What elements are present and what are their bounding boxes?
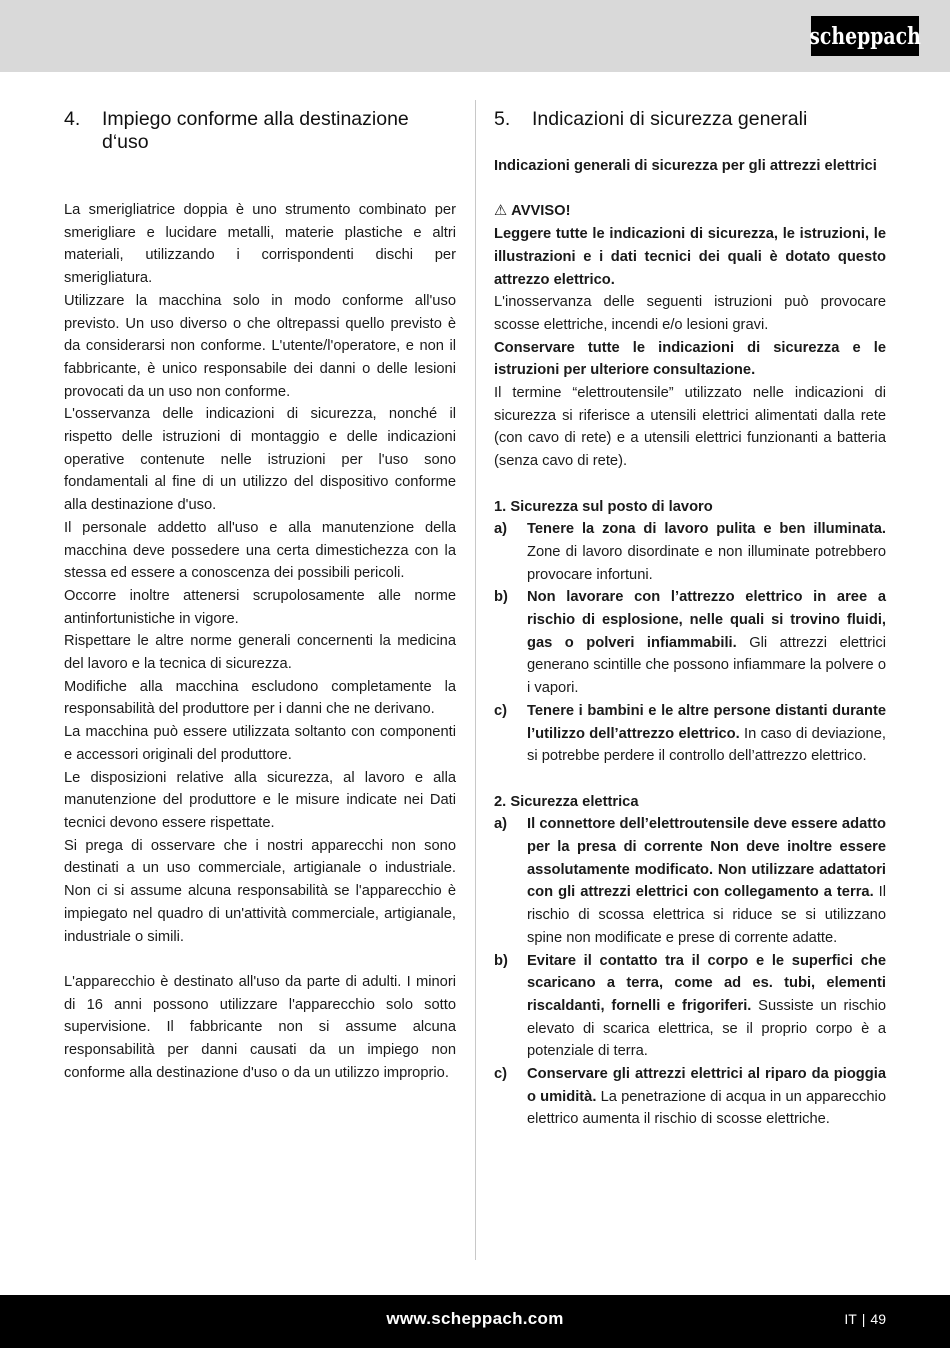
closing-paragraph: L'apparecchio è destinato all'uso da parte di adulti. I minori di 16 anni possono utilizzare l'apparecchio solo sotto supervisione. Il fabbricante non si assume alcuna responsabilità per danni causati da un impiego non conforme alla destinazione d'uso o da un utilizzo improprio. (64, 973, 456, 1081)
section-title: Impiego conforme alla destinazione d‘uso (102, 108, 409, 153)
paragraph: Modifiche alla macchina escludono completamente la responsabilità del produttore per i danni che ne derivano. (64, 678, 456, 718)
section-number: 4. (64, 108, 81, 130)
warning-label: AVVISO! (511, 203, 571, 220)
term-definition: Il termine “elettroutensile” utilizzato nelle indicazioni di sicurezza si riferisce a utensili elettrici alimentati dalla rete (con cavo di rete) e a utensili elettrici funzionanti a batteria (senza cavo di rete). (494, 385, 886, 470)
item-letter: b) (494, 952, 508, 969)
item-text: Sussiste un rischio elevato di scarica elettrica, se il proprio corpo è a potenziale di terra. (527, 997, 886, 1060)
item-text: Zone di lavoro disordinate e non illuminate potrebbero provocare infortuni. (527, 543, 886, 583)
list-item (494, 586, 886, 700)
list-item (494, 813, 886, 949)
item-letter: a) (494, 816, 508, 833)
list-item (494, 700, 886, 768)
item-bold: Conservare gli attrezzi elettrici al riparo da pioggia o umidità. (527, 1066, 886, 1105)
warning-bold: Leggere tutte le indicazioni di sicurezza, le istruzioni, le illustrazioni e i dati tecnici dei quali è dotato questo attrezzo elettrico. (494, 226, 886, 288)
paragraph: Utilizzare la macchina solo in modo conforme all'uso previsto. Un uso diverso o che oltrepassi quello previsto è da considerarsi non conforme. L'utente/l'operatore, e non il fabbricante, è unico responsabile dei danni o delle lesioni provocati da un uso non conforme. (64, 292, 456, 400)
item-bold: Il connettore dell’elettroutensile deve essere adatto per la presa di corrente Non deve inoltre essere assolutamente modificato. Non utilizzare adattatori con gli attrezzi elettrici con collegamento a terra. (527, 816, 886, 901)
right-column (494, 108, 886, 1131)
item-bold: Tenere la zona di lavoro pulita e ben illuminata. (527, 521, 886, 538)
paragraph: L'osservanza delle indicazioni di sicurezza, nonché il rispetto delle istruzioni di montaggio e delle indicazioni operative contenute nelle istruzioni per l'uso sono fondamentali al fine di un utilizzo del dispositivo conforme alla destinazione d'uso. (64, 406, 456, 514)
subsection-heading: 1. Sicurezza sul posto di lavoro (494, 498, 713, 515)
header-bar (0, 0, 950, 72)
list-item (494, 950, 886, 1064)
website-link[interactable]: www.scheppach.com (386, 1309, 564, 1328)
paragraph: Le disposizioni relative alla sicurezza, al lavoro e alla manutenzione del produttore e le misure indicate nei Dati tecnici devono essere rispettate. (64, 769, 456, 831)
item-bold: Evitare il contatto tra il corpo e le superfici che scaricano a terra, come ad es. tubi, elementi riscaldanti, fornelli e frigoriferi. (527, 952, 886, 1014)
item-text: La penetrazione di acqua in un apparecchio elettrico aumenta il rischio di scosse elettriche. (527, 1088, 886, 1128)
subtitle: Indicazioni generali di sicurezza per gli attrezzi elettrici (494, 158, 877, 174)
logo-text: scheppach (809, 22, 921, 50)
paragraph: Rispettare le altre norme generali concernenti la medicina del lavoro e la tecnica di sicurezza. (64, 633, 456, 673)
left-column (64, 108, 456, 1084)
page-indicator: IT | 49 (844, 1311, 886, 1327)
item-bold: Tenere i bambini e le altre persone distanti durante l’utilizzo dell’attrezzo elettrico. (527, 702, 886, 742)
paragraph: Occorre inoltre attenersi scrupolosamente alle norme antinfortunistiche in vigore. (64, 587, 456, 627)
item-letter: c) (494, 702, 508, 719)
list-item (494, 1063, 886, 1131)
item-text: Il rischio di scossa elettrica si riduce se si utilizzano spine non modificate e prese di corrente adatte. (527, 884, 886, 946)
section-4-heading (64, 108, 456, 154)
warning-text: L'inosservanza delle seguenti istruzioni può provocare scosse elettriche, incendi e/o lesioni gravi. (494, 294, 886, 333)
brand-logo (811, 16, 919, 56)
page-number: 49 (870, 1311, 886, 1327)
item-letter: b) (494, 589, 508, 606)
warning-label-line (494, 200, 886, 223)
subsection-heading: 2. Sicurezza elettrica (494, 793, 639, 810)
item-letter: c) (494, 1066, 508, 1083)
footer-bar (0, 1295, 950, 1348)
paragraph: Si prega di osservare che i nostri apparecchi non sono destinati a un uso commerciale, artigianale o industriale. Non ci si assume alcuna responsabilità se l'apparecchio è impiegato nel quadro di un'attività commerciale, artigianale, industriale o simili. (64, 837, 456, 945)
section-number: 5. (494, 108, 511, 130)
item-bold: Non lavorare con l’attrezzo elettrico in aree a rischio di esplosione, nelle quali si trovino fluidi, gas o polveri infiammabili. (527, 589, 886, 651)
section-5-heading (494, 108, 886, 131)
paragraph: La macchina può essere utilizzata soltanto con componenti e accessori originali del produttore. (64, 724, 456, 763)
language-code: IT (844, 1311, 857, 1327)
column-divider (475, 100, 476, 1260)
list-item (494, 518, 886, 586)
item-letter: a) (494, 521, 508, 538)
item-text: In caso di deviazione, si potrebbe perdere il controllo dell’attrezzo elettrico. (527, 725, 886, 765)
paragraph: Il personale addetto all'uso e alla manutenzione della macchina deve possedere una certa dimestichezza con la stessa ed essere a conoscenza dei possibili pericoli. (64, 519, 456, 582)
warning-triangle-icon: ⚠ (494, 203, 508, 220)
item-text: Gli attrezzi elettrici generano scintille che possono infiammare la polvere o i vapori. (527, 634, 886, 697)
keep-instructions: Conservare tutte le indicazioni di sicurezza e le istruzioni per ulteriore consultazione. (494, 339, 886, 379)
paragraph: La smerigliatrice doppia è uno strumento combinato per smerigliare e lucidare metalli, materie plastiche e altri materiali, utilizzando i corrispondenti dischi per smerigliatura. (64, 202, 456, 287)
section-title: Indicazioni di sicurezza generali (532, 108, 808, 130)
